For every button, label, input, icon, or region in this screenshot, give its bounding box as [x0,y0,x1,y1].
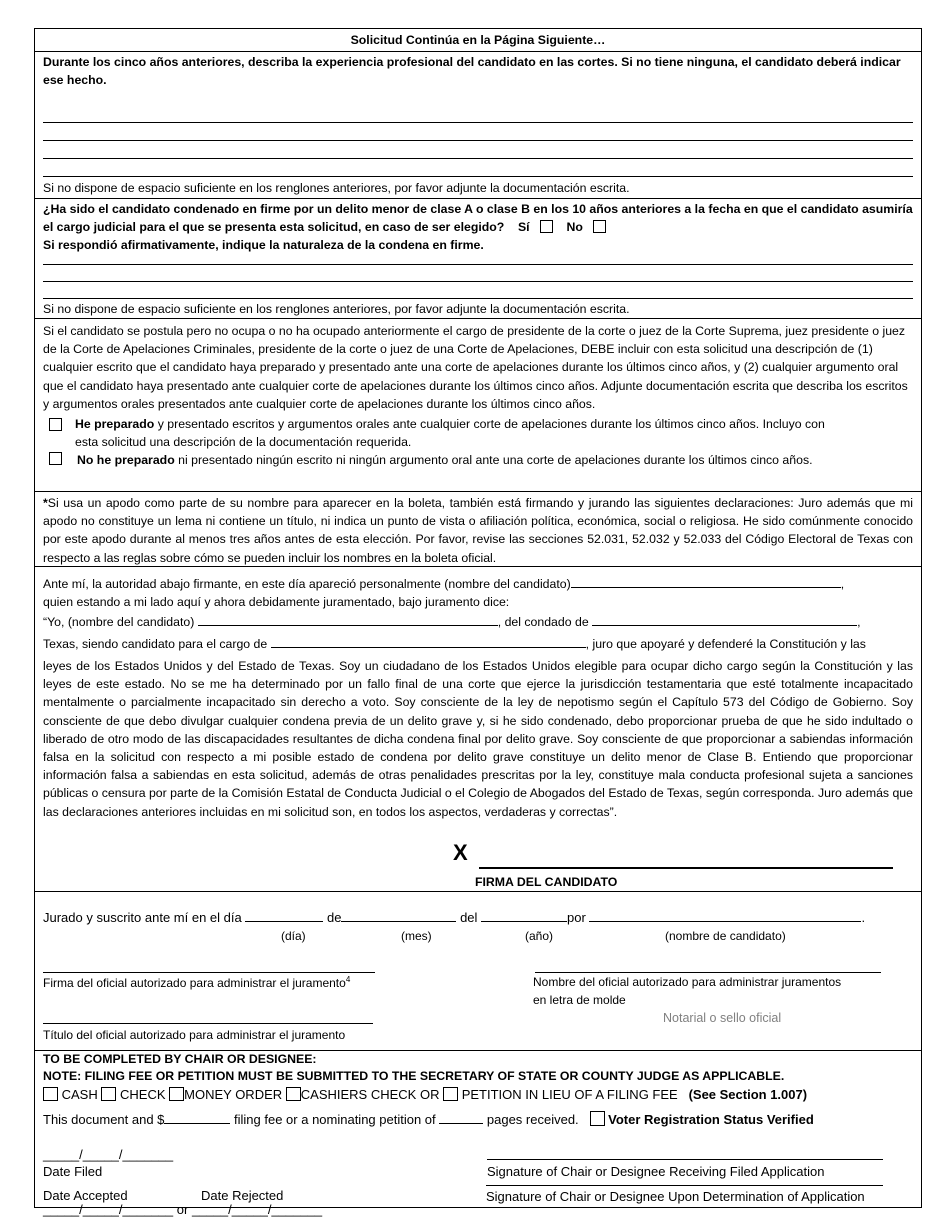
nickname-text [43,492,913,567]
cashiers-check-checkbox[interactable] [286,1087,301,1101]
sworn-section [35,892,921,1051]
petition-checkbox[interactable] [443,1087,458,1101]
conviction-note: Si no dispone de espacio suficiente en los renglones anteriores, por favor adjunte la documentación escrita. [43,302,630,316]
conviction-followup: Si respondió afirmativamente, indique la naturaleza de la condena en firme. [43,237,484,252]
prepared-checkbox[interactable] [49,418,62,431]
office-note: NOTE: FILING FEE OR PETITION MUST BE SUBMITTED TO THE SECRETARY OF STATE OR COUNTY JUDGE AS APPLICABLE. [43,1069,785,1084]
option1-line2: esta solicitud una descripción de la documentación requerida. [75,435,412,450]
no-label: No [566,219,583,234]
continue-title: Solicitud Continúa en la Página Siguiente… [350,33,606,47]
oath-line-4 [43,636,866,654]
office-heading: TO BE COMPLETED BY CHAIR OR DESIGNEE: [43,1052,317,1066]
office-use-section [35,1051,921,1217]
filed-signature-label: Signature of Chair or Designee Receiving Filed Application [487,1164,825,1179]
option1-text: y presentado escritos y argumentos orales ante cualquier corte de apelaciones durante los últimos cinco años. Incluyo con [154,416,825,431]
oath-line1-text: Ante mí, la autoridad abajo firmante, en este día apareció personalmente (nombre del candidato) [43,577,571,591]
notary-seal-label: Notarial o sello oficial [663,1011,782,1025]
doc-text-b: filing fee or a nominating petition of [230,1112,440,1127]
filed-signature-line[interactable] [487,1159,883,1160]
conviction-question [43,199,913,237]
oath-line3-c: , [857,615,861,629]
or-label: or [176,1202,189,1217]
answer-line[interactable] [43,158,913,159]
conviction-section [35,199,921,319]
application-form [34,28,922,1217]
answer-line[interactable] [43,281,913,282]
official-name-label-2: en letra de molde [533,993,626,1007]
month-caption: (mes) [401,929,432,943]
official-signature-line[interactable] [43,972,375,973]
oath-line4-a: Texas, siendo candidato para el cargo de [43,637,268,651]
oath-line-3 [43,614,861,632]
signature-label: FIRMA DEL CANDIDATO [475,875,618,889]
experience-note: Si no dispone de espacio suficiente en los renglones anteriores, por favor adjunte la documentación escrita. [43,181,630,195]
oath-line-1 [43,576,844,594]
name-caption: (nombre de candidato) [665,929,786,943]
continue-header [35,29,921,52]
official-title-label: Título del oficial autorizado para administrar el juramento [43,1028,346,1042]
official-title-line[interactable] [43,1023,373,1024]
voter-status-label: Voter Registration Status Verified [608,1112,814,1127]
no-checkbox[interactable] [593,220,606,233]
appellate-option-1 [43,415,913,451]
sworn-text-e: . [861,910,866,925]
oath-line4-b: , juro que apoyaré y defenderé la Constitución y las [585,637,866,651]
date-filed-field[interactable]: _____/_____/_______ [43,1147,174,1162]
official-name-label-1: Nombre del oficial autorizado para administrar juramentos [533,975,842,989]
doc-text-c: pages received. [483,1112,579,1127]
candidate-name-field-3[interactable] [589,911,861,922]
date-rejected-field[interactable]: _____/_____/_______ [191,1202,323,1217]
candidate-name-field[interactable] [571,577,841,588]
answer-line[interactable] [43,140,913,141]
official-signature-text: Firma del oficial autorizado para administrar el juramento [43,976,346,990]
option2-text: ni presentado ningún escrito ni ningún argumento oral ante una corte de apelaciones durante los últimos cinco años. [174,453,813,468]
payment-options [43,1086,807,1105]
voter-status-checkbox[interactable] [590,1111,605,1126]
oath-line2: quien estando a mi lado aquí y ahora debidamente juramentado, bajo juramento dice: [43,595,510,609]
nickname-section [35,492,921,567]
day-field[interactable] [245,911,323,922]
office-field[interactable] [271,637,586,648]
nickname-body: Si usa un apodo como parte de su nombre para aparecer en la boleta, también está firmando y jurando las siguientes declaraciones: Juro además que mi apodo no constituye un lema ni contiene un título, ni indica un punto de vista o afiliación política, económica, social o religiosa. He sido comúnmente conocido por este apodo durante al menos tres años antes de esta elección. Por favor, revise las secciones 52.031, 52.032 y 52.033 del Código Electoral de Texas con respecto a las reglas sobre cómo se pueden incluir los nombres en la boleta oficial. [43,496,913,565]
option2-bold: No he preparado [77,453,175,468]
appellate-paragraph: Si el candidato se postula pero no ocupa o no ha ocupado anteriormente el cargo de presidente de la corte o juez de la Corte Suprema, juez presidente o juez de la Corte de Apelaciones Criminales, presidente de la corte o juez de una Corte de Apelaciones, DEBE incluir con esta solicitud una descripción de (1) cualquier escrito que el candidato haya preparado y presentado ante una corte de apelaciones durante los últimos cinco años, y (2) cualquier argumento oral que el candidato haya presentado ante cualquier corte de apelaciones durante los últimos cinco años. Adjunte documentación escrita que describa los escritos y argumentos orales presentados ante cualquier corte de apelaciones durante los últimos cinco años. [43,324,908,411]
option1-bold: He preparado [75,416,155,431]
answer-line[interactable] [43,264,913,265]
date-rejected-label: Date Rejected [201,1188,284,1203]
date-filed-label: Date Filed [43,1164,103,1179]
official-signature-label [43,974,350,992]
footnote-marker: 4 [345,975,351,984]
see-section-label: (See Section 1.007) [688,1087,808,1102]
cash-checkbox[interactable] [43,1087,58,1101]
experience-question: Durante los cinco años anteriores, describa la experiencia profesional del candidato en las cortes. Si no tiene ninguna, el candidato deberá indicar ese hecho. [43,55,901,87]
date-accepted-field[interactable]: _____/_____/_______ [43,1202,174,1217]
signature-x-mark: X [453,840,468,865]
oath-section [35,567,921,892]
doc-text-a: This document and $ [43,1112,165,1127]
appellate-option-2 [43,451,913,469]
oath-line3-b: , del condado de [497,615,589,629]
year-field[interactable] [481,911,567,922]
official-name-line[interactable] [535,972,881,973]
answer-line[interactable] [43,298,913,299]
month-field[interactable] [341,911,456,922]
petition-label: PETITION IN LIEU OF A FILING FEE [461,1087,678,1102]
answer-line[interactable] [43,122,913,123]
money-order-label: MONEY ORDER [184,1087,283,1102]
candidate-name-field-2[interactable] [198,615,498,626]
sworn-text-d: por [567,910,586,925]
yes-label: Sí [517,219,530,234]
determination-signature-label: Signature of Chair or Designee Upon Determination of Application [486,1189,865,1204]
check-label: CHECK [120,1087,166,1102]
experience-section [35,52,921,199]
sworn-line [43,909,865,928]
yes-checkbox[interactable] [540,220,553,233]
filing-fee-amount-field[interactable] [164,1113,230,1124]
determination-signature-line[interactable] [486,1185,883,1186]
oath-line1-end: , [840,577,845,591]
page-count-field[interactable] [439,1113,483,1124]
county-field[interactable] [592,615,857,626]
document-received-line [43,1111,814,1130]
conviction-question-text: ¿Ha sido el candidato condenado en firme por un delito menor de clase A o clase B en los 10 años anteriores a la fecha en que el candidato asumiría el cargo judicial para el que se presenta esta solicitud, en caso de ser elegido? [43,202,913,234]
oath-line3-a: “Yo, (nombre del candidato) [43,615,195,629]
year-caption: (año) [525,929,554,943]
sworn-text-b: de [326,910,342,925]
not-prepared-checkbox[interactable] [49,452,62,465]
check-checkbox[interactable] [101,1087,116,1101]
nickname-asterisk: * [43,496,48,510]
money-order-checkbox[interactable] [169,1087,184,1101]
cashiers-check-label: CASHIERS CHECK OR [300,1087,440,1102]
appellate-section [35,319,921,492]
oath-body: leyes de los Estados Unidos y del Estado de Texas. Soy un ciudadano de los Estados Unidos elegible para ocupar dicho cargo según la Constitución y las leyes de este estado. No se me ha determinado por un fallo final de una corte que ejerce la jurisdicción testamentaria que esté totalmente incapacitado mentalmente o parcialmente incapacitado sin derecho a voto. Soy consciente de la ley de nepotismo según el Capítulo 573 del Código de Gobierno. Soy consciente de que debo divulgar cualquier condena previa de un delito grave y, si he sido condenado, debo proporcionar prueba de que he sido indultado o liberado de otro modo de las discapacidades resultantes de dicha condena final por delito grave. Soy consciente de que proporcionar a sabiendas información falsa en la solicitud con respecto a mi posible estado de condena por delito grave constituye un delito menor de Clase B. Entiendo que proporcionar información falsa a sabiendas en esta solicitud, además de otras penalidades prescritas por la ley, constituye mala conducta profesional sujeta a sanciones públicas o censura por parte de la Comisión Estatal de Conducta Judicial o el Colegio de Abogados del Estado de Texas, según corresponda. Juro además que las declaraciones anteriores incluidas en mi solicitud son, en todos los aspectos, verdaderas y correctas”. [43,659,913,819]
sworn-text-a: Jurado y suscrito ante mí en el día [43,910,242,925]
answer-line[interactable] [43,176,913,177]
day-caption: (día) [281,929,306,943]
sworn-text-c: del [460,910,478,925]
date-accepted-label: Date Accepted [43,1188,128,1203]
cash-label: CASH [61,1087,98,1102]
candidate-signature-line[interactable] [479,867,893,869]
